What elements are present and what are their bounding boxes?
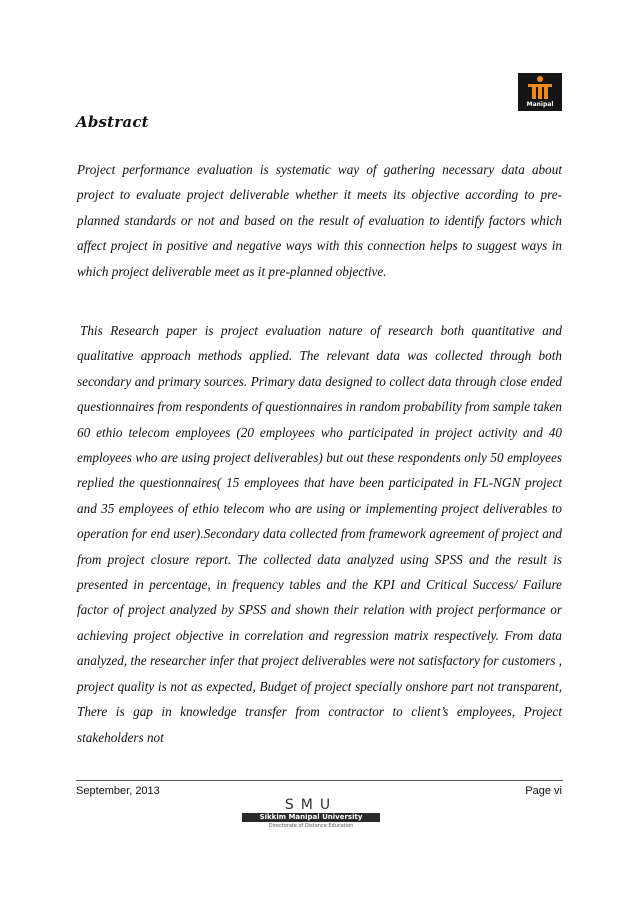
- footer-page-number: Page vi: [525, 785, 562, 797]
- manipal-logo-icon: [518, 73, 562, 111]
- smu-logo-subtitle: Directorate of Distance Education: [268, 823, 354, 829]
- smu-logo: [236, 798, 386, 832]
- footer-date: September, 2013: [76, 785, 160, 797]
- logo-text: Manipal: [526, 101, 554, 108]
- page-title: Abstract: [76, 113, 149, 131]
- smu-logo-letters: SMU: [284, 797, 338, 813]
- abstract-paragraph-2: This Research paper is project evaluation nature of research both quantitative and qualitative approach methods applied. The relevant data was collected through both secondary and primary sources. Primary data designed to collect data through close ended questionnaires from respondents of questionnaires in random probability from sample taken 60 ethio telecom employees (20 employees who participated in project activity and 40 employees who are using project deliverables) but out these respondents only 50 employees replied the questionnaires( 15 employees that have been participated in FL-NGN project and 35 employees of ethio telecom who are using or implementing project deliverables to operation for end user).Secondary data collected from framework agreement of project and from project closure report. The collected data analyzed using SPSS and the result is presented in percentage, in frequency tables and the KPI and Critical Success/ Failure factor of project analyzed by SPSS and shown their relation with project performance or achieving project objective in correlation and regression matrix respectively. From data analyzed, the researcher infer that project deliverables were not satisfactory for customers , project quality is not as expected, Budget of project specially onshore part not transparent, There is gap in knowledge transfer from contractor to client’s employees, Project stakeholders not: [77, 323, 562, 745]
- abstract-paragraph-1: Project performance evaluation is systematic way of gathering necessary data about project to evaluate project deliverable whether it meets its objective according to pre-planned standards or not and based on the result of evaluation to identify factors which affect project in positive and negative ways with this connection helps to suggest ways in which project deliverable meet as it pre-planned objective.: [77, 162, 562, 279]
- smu-logo-name: Sikkim Manipal University: [259, 813, 363, 821]
- footer-divider: [76, 780, 563, 781]
